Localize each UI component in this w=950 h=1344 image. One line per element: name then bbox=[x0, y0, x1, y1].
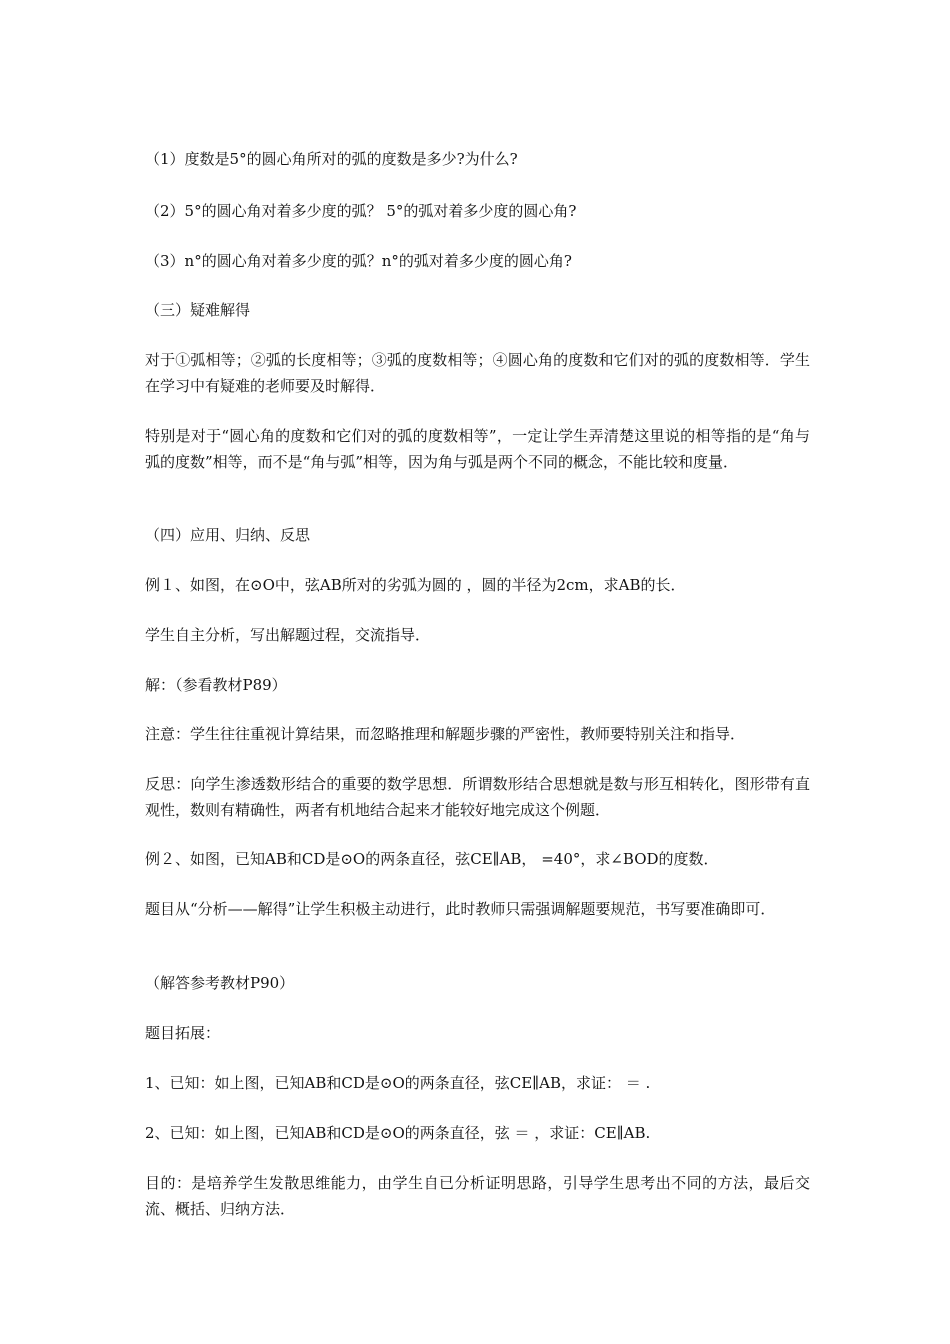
extension-problem-1: 1、已知：如上图，已知AB和CD是⊙O的两条直径，弦CE∥AB，求证： ＝ . bbox=[145, 1074, 651, 1092]
paragraph-reflection: 反思：向学生渗透数形结合的重要的数学思想．所谓数形结合思想就是数与形互相转化，图形带有直观性，数则有精确性，两者有机地结合起来才能较好地完成这个例题． bbox=[145, 775, 810, 819]
question-2: （2）5°的圆心角对着多少度的弧？ 5°的弧对着多少度的圆心角? bbox=[145, 202, 577, 220]
paragraph-student-analysis: 学生自主分析，写出解题过程，交流指导． bbox=[145, 626, 431, 644]
example-1: 例１、如图，在⊙O中，弦AB所对的劣弧为圆的 ，圆的半径为2cm，求AB的长． bbox=[145, 576, 686, 594]
section-heading-3: （三）疑难解得 bbox=[145, 301, 251, 319]
question-3: （3）n°的圆心角对着多少度的弧？n°的弧对着多少度的圆心角? bbox=[145, 252, 572, 270]
paragraph-problem-process: 题目从“分析——解得”让学生积极主动进行，此时教师只需强调解题要规范，书写要准确即可． bbox=[145, 900, 776, 918]
paragraph-difficulty: 对于①弧相等；②弧的长度相等；③弧的度数相等；④圆心角的度数和它们对的弧的度数相等．学生在学习中有疑难的老师要及时解得． bbox=[145, 351, 810, 395]
example-2: 例２、如图，已知AB和CD是⊙O的两条直径，弦CE∥AB， =40°，求∠BOD的度数． bbox=[145, 850, 719, 868]
extension-problem-2: 2、已知：如上图，已知AB和CD是⊙O的两条直径，弦 ＝ ，求证：CE∥AB. bbox=[145, 1124, 651, 1142]
extension-heading: 题目拓展： bbox=[145, 1024, 221, 1042]
paragraph-attention: 注意：学生往往重视计算结果，而忽略推理和解题步骤的严密性，教师要特别关注和指导． bbox=[145, 725, 746, 743]
solution-reference-2: （解答参考教材P90） bbox=[145, 974, 295, 992]
solution-reference-1: 解：（参看教材P89） bbox=[145, 676, 287, 694]
paragraph-purpose: 目的：是培养学生发散思维能力，由学生自已分析证明思路，引导学生思考出不同的方法，最后交流、概括、归纳方法． bbox=[145, 1174, 810, 1218]
question-1: （1）度数是5°的圆心角所对的弧的度数是多少?为什么? bbox=[145, 150, 518, 168]
paragraph-special-note: 特别是对于“圆心角的度数和它们对的弧的度数相等”，一定让学生弄清楚这里说的相等指的是“角与弧的度数”相等，而不是“角与弧”相等，因为角与弧是两个不同的概念，不能比较和度量． bbox=[145, 427, 810, 471]
section-heading-4: （四）应用、归纳、反思 bbox=[145, 526, 311, 544]
